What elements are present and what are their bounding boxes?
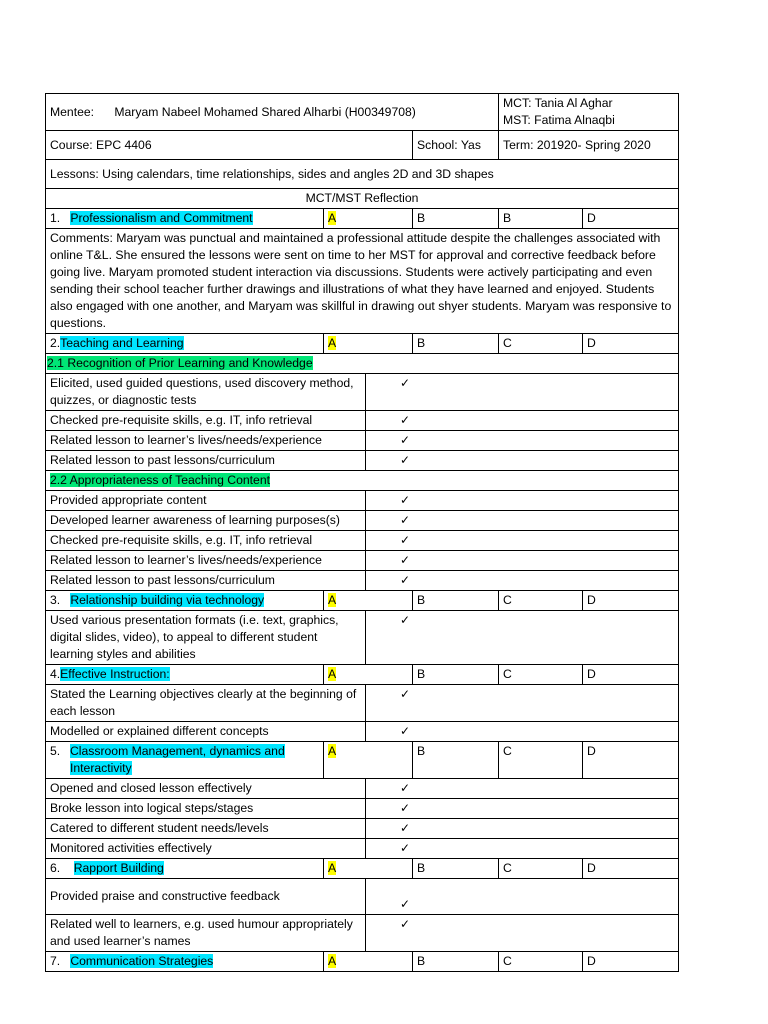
check-mark: ✓	[366, 722, 679, 742]
grade-a: A	[324, 952, 413, 972]
criterion-row: Developed learner awareness of learning purposes(s)	[46, 511, 366, 531]
check-mark: ✓	[366, 491, 679, 511]
section-title: Relationship building via technology	[70, 593, 265, 607]
criterion-row: Provided appropriate content	[46, 491, 366, 511]
subsection-2-1: 2.1 Recognition of Prior Learning and Knowledge	[46, 354, 679, 374]
criterion-row: Elicited, used guided questions, used discovery method, quizzes, or diagnostic tests	[46, 374, 366, 411]
section-number: 4.	[50, 667, 61, 681]
section-number: 2.	[50, 336, 61, 350]
grade-b: B	[413, 952, 499, 972]
check-mark: ✓	[366, 551, 679, 571]
mentee-cell	[46, 94, 499, 131]
check-mark: ✓	[366, 511, 679, 531]
check-mark: ✓	[366, 799, 679, 819]
grade-b: B	[413, 334, 499, 354]
check-mark: ✓	[366, 685, 679, 722]
school-cell: School: Yas	[413, 131, 499, 160]
check-mark: ✓	[366, 411, 679, 431]
check-mark: ✓	[366, 879, 679, 915]
section-number: 3.	[50, 593, 61, 607]
section-title: Effective Instruction:	[60, 667, 170, 681]
grade-c: C	[499, 952, 583, 972]
grade-b: B	[413, 742, 499, 779]
section-title: Teaching and Learning	[60, 336, 184, 350]
grade-d: D	[583, 859, 679, 879]
grade-c: C	[499, 742, 583, 779]
section-title: Professionalism and Commitment	[70, 211, 253, 225]
grade-d: D	[583, 952, 679, 972]
check-mark: ✓	[366, 374, 679, 411]
section-5-heading	[46, 742, 324, 779]
section-4-heading	[46, 665, 324, 685]
evaluation-document	[45, 93, 678, 972]
section-number: 6.	[50, 861, 61, 875]
course-cell: Course: EPC 4406	[46, 131, 413, 160]
lessons-label: Lessons:	[50, 166, 99, 181]
grade-c: C	[499, 591, 583, 611]
check-mark: ✓	[366, 431, 679, 451]
criterion-row: Related lesson to past lessons/curriculum	[46, 451, 366, 471]
section-number: 7.	[50, 954, 61, 968]
subsection-2-2: 2.2 Appropriateness of Teaching Content	[46, 471, 679, 491]
section-1-heading	[46, 209, 324, 229]
grade-b: B	[413, 859, 499, 879]
grade-c: C	[499, 334, 583, 354]
term-cell: Term: 201920- Spring 2020	[499, 131, 679, 160]
reflection-title: MCT/MST Reflection	[46, 189, 679, 209]
criterion-row: Related well to learners, e.g. used humour appropriately and used learner’s names	[46, 915, 366, 952]
grade-b: B	[413, 209, 499, 229]
criterion-row: Opened and closed lesson effectively	[46, 779, 366, 799]
criterion-row: Monitored activities effectively	[46, 839, 366, 859]
section-number: 1.	[50, 211, 61, 225]
mct-name: MCT: Tania Al Aghar	[503, 96, 613, 110]
grade-c: B	[499, 209, 583, 229]
check-mark: ✓	[366, 915, 679, 952]
section-title: Rapport Building	[73, 861, 164, 875]
grade-d: D	[583, 665, 679, 685]
evaluation-table	[45, 93, 679, 972]
criterion-row: Catered to different student needs/levels	[46, 819, 366, 839]
grade-a: A	[324, 665, 413, 685]
criterion-row: Checked pre-requisite skills, e.g. IT, info retrieval	[46, 411, 366, 431]
grade-a: A	[324, 334, 413, 354]
criterion-row: Checked pre-requisite skills, e.g. IT, info retrieval	[46, 531, 366, 551]
grade-d: D	[583, 209, 679, 229]
grade-a: A	[324, 859, 413, 879]
check-mark: ✓	[366, 531, 679, 551]
mentee-name: Maryam Nabeel Mohamed Shared Alharbi (H00349708)	[114, 104, 416, 119]
check-mark: ✓	[366, 779, 679, 799]
check-mark: ✓	[366, 611, 679, 665]
grade-d: D	[583, 334, 679, 354]
grade-c: C	[499, 665, 583, 685]
grade-b: B	[413, 591, 499, 611]
criterion-row: Related lesson to learner’s lives/needs/experience	[46, 551, 366, 571]
section-title: Communication Strategies	[70, 954, 214, 968]
grade-a: A	[324, 209, 413, 229]
mentee-label: Mentee:	[50, 104, 95, 119]
section-title: Classroom Management, dynamics and Interactivity	[70, 744, 285, 775]
section-7-heading	[46, 952, 324, 972]
criterion-row: Related lesson to learner’s lives/needs/experience	[46, 431, 366, 451]
section-1-comments: Comments: Maryam was punctual and maintained a professional attitude despite the challenges associated with online T&L. She ensured the lessons were sent on time to her MST for approval and corrective feedback before going live. Maryam promoted student interaction via discussions. Students were actively participating and even sending their school teacher further drawings and illustrations of what they have learned and enjoyed. Students also engaged with one another, and Maryam was skillful in drawing out shyer students. Maryam was responsive to questions.	[46, 229, 679, 334]
grade-c: C	[499, 859, 583, 879]
check-mark: ✓	[366, 819, 679, 839]
grade-a: A	[324, 742, 413, 779]
lessons-cell	[46, 160, 679, 189]
grade-d: D	[583, 591, 679, 611]
criterion-row: Related lesson to past lessons/curriculum	[46, 571, 366, 591]
section-6-heading	[46, 859, 324, 879]
section-2-heading	[46, 334, 324, 354]
criterion-row: Modelled or explained different concepts	[46, 722, 366, 742]
criterion-row: Broke lesson into logical steps/stages	[46, 799, 366, 819]
check-mark: ✓	[366, 571, 679, 591]
criterion-row: Provided praise and constructive feedback	[46, 879, 366, 915]
criterion-row: Used various presentation formats (i.e. text, graphics, digital slides, video), to appeal to different student learning styles and abilities	[46, 611, 366, 665]
lessons-text: Using calendars, time relationships, sides and angles 2D and 3D shapes	[102, 166, 494, 181]
grade-b: B	[413, 665, 499, 685]
mentor-cell	[499, 94, 679, 131]
section-number: 5.	[50, 744, 61, 758]
criterion-row: Stated the Learning objectives clearly at the beginning of each lesson	[46, 685, 366, 722]
grade-a: A	[324, 591, 413, 611]
grade-d: D	[583, 742, 679, 779]
check-mark: ✓	[366, 451, 679, 471]
section-3-heading	[46, 591, 324, 611]
mst-name: MST: Fatima Alnaqbi	[503, 113, 615, 127]
check-mark: ✓	[366, 839, 679, 859]
